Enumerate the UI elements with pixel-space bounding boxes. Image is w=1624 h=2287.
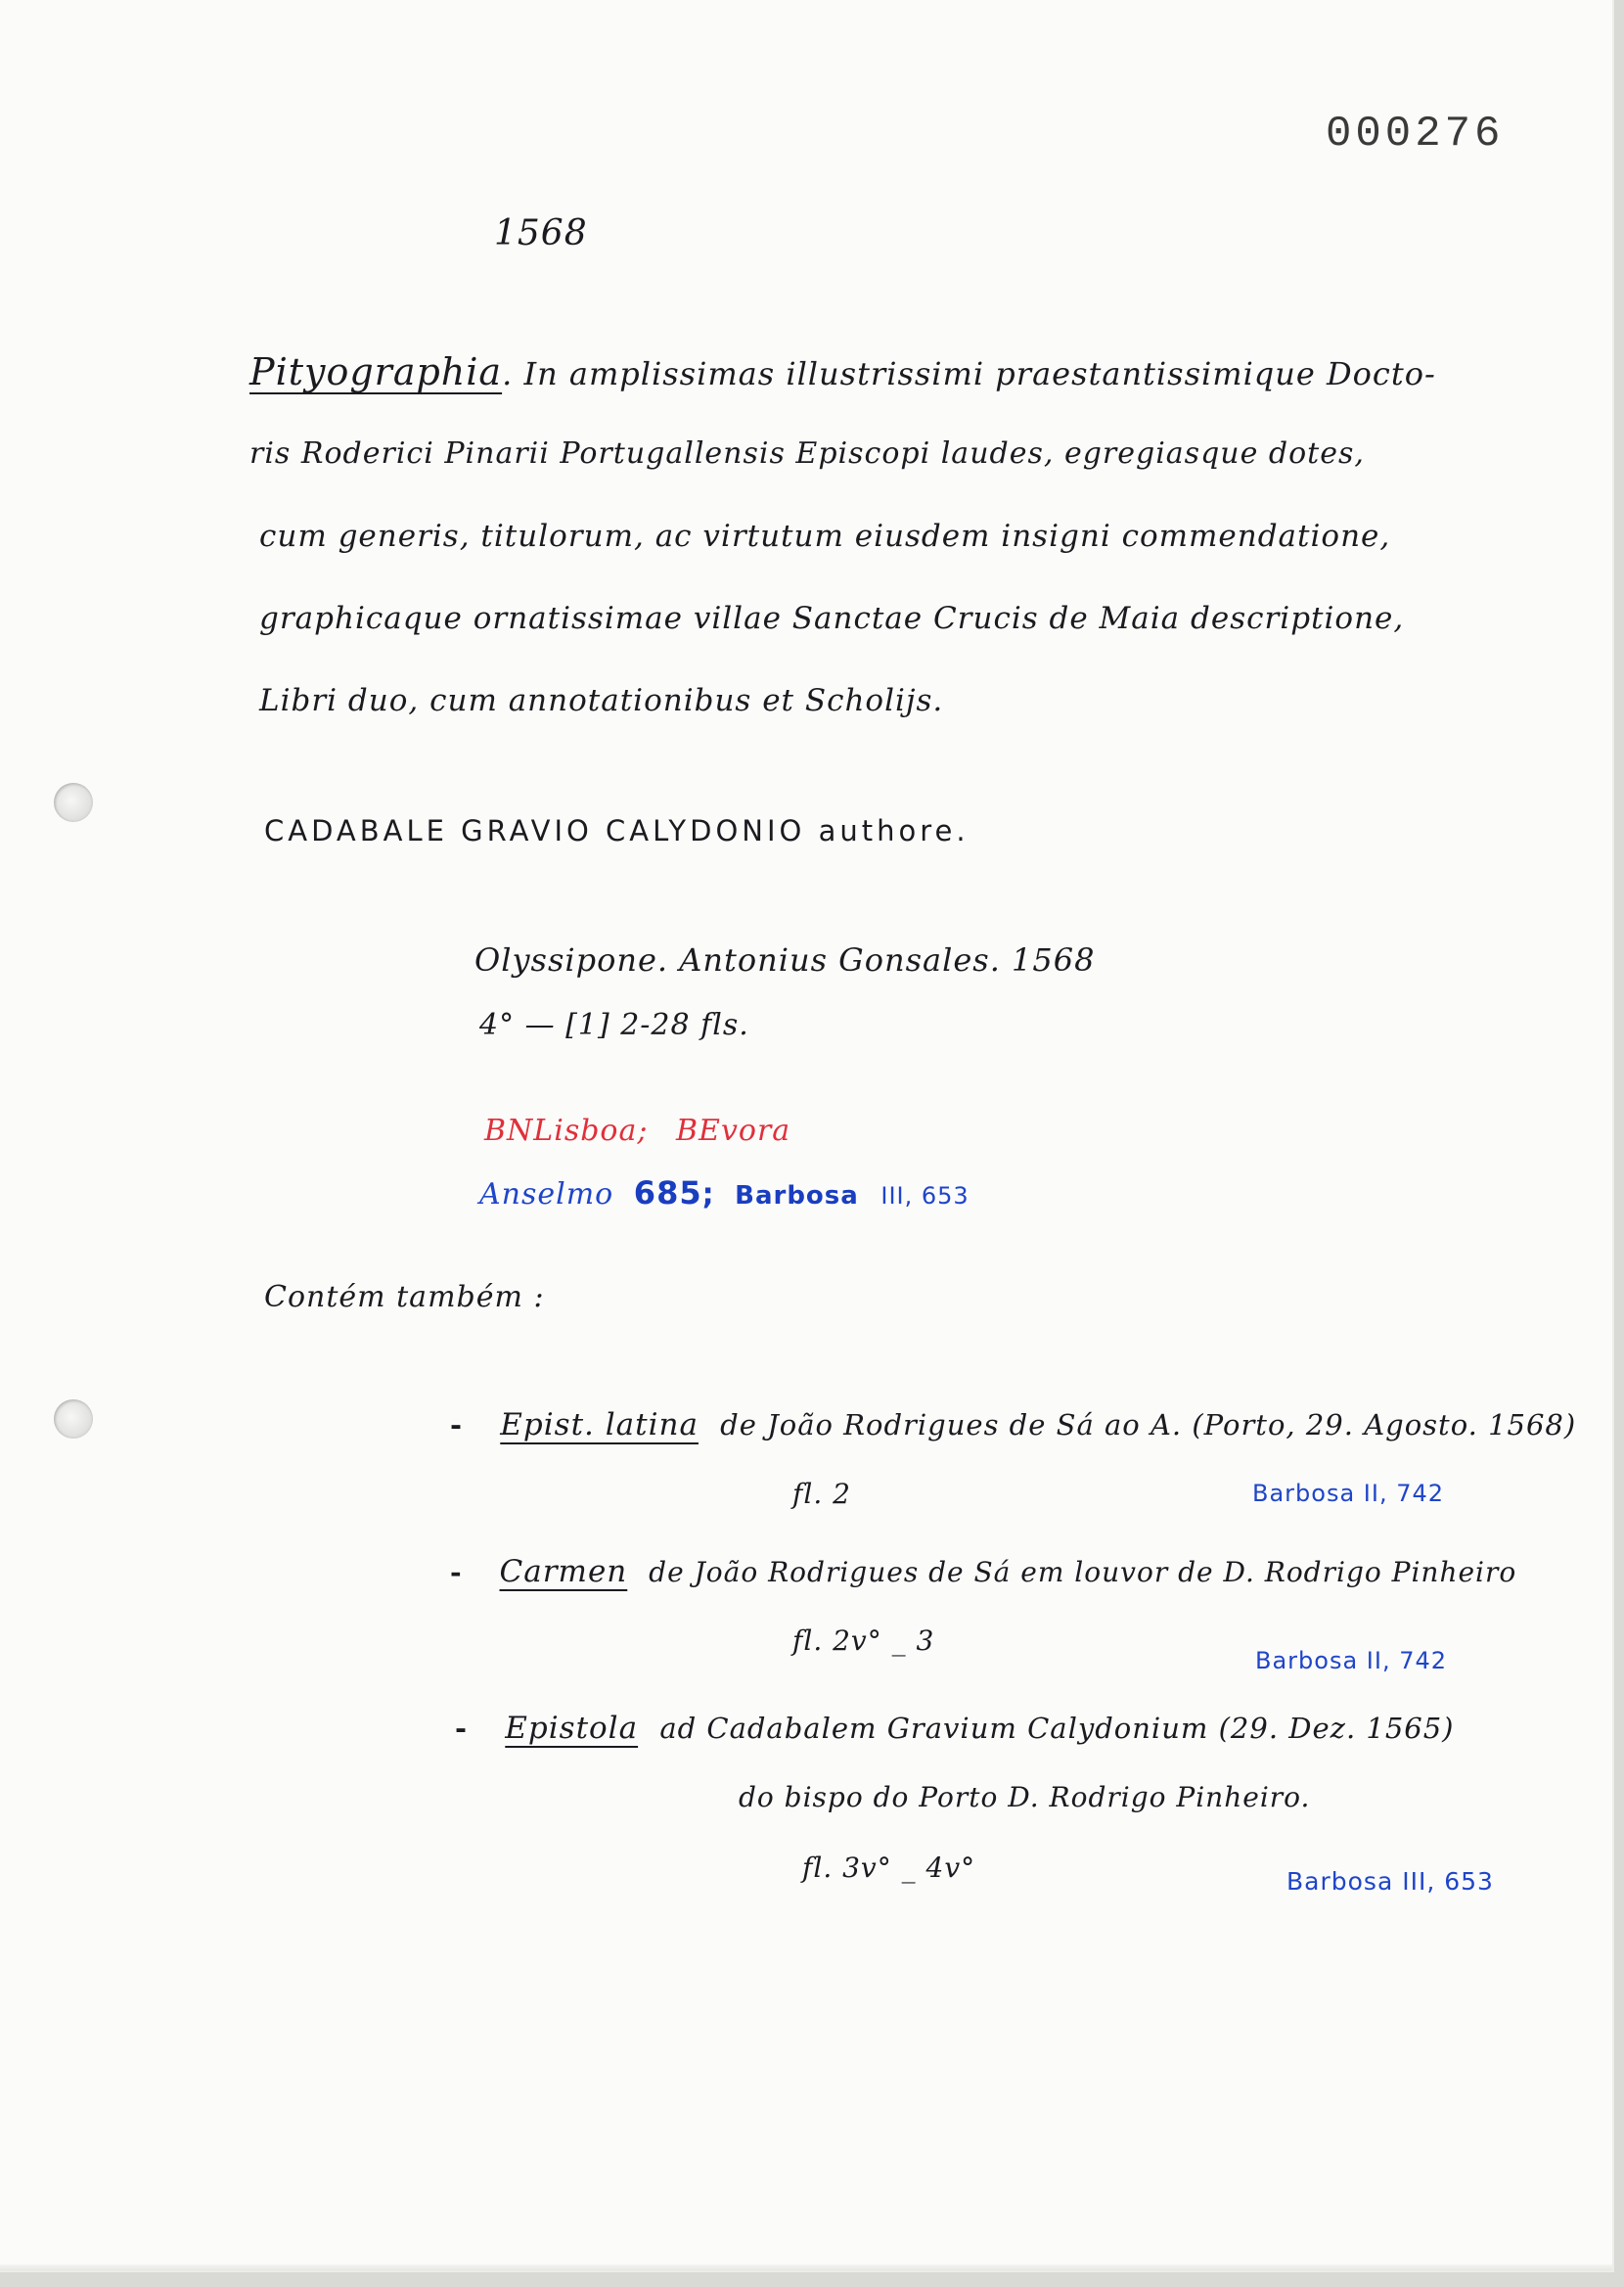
entry-1-title: Epist. latina — [500, 1407, 699, 1442]
library-locations — [484, 1114, 790, 1148]
entry-2-folio: fl. 2v° _ 3 — [792, 1624, 935, 1657]
barbosa-ref: III, 653 — [880, 1182, 970, 1210]
entry-3-extra: do bispo do Porto D. Rodrigo Pinheiro. — [739, 1781, 1311, 1813]
barbosa-label: Barbosa — [735, 1181, 859, 1211]
punch-hole-bottom — [54, 1399, 93, 1439]
anselmo-label: Anselmo — [479, 1177, 614, 1212]
entry-2-ref: Barbosa II, 742 — [1255, 1647, 1448, 1674]
entry-1-ref: Barbosa II, 742 — [1252, 1480, 1445, 1507]
anselmo-number: 685 — [633, 1174, 702, 1212]
title-line-2: ris Roderici Pinarii Portugallensis Episcopi laudes, egregiasque dotes, — [249, 436, 1365, 471]
entry-1-bullet: - — [450, 1408, 464, 1441]
year-heading: 1568 — [494, 213, 588, 253]
entry-1-rest: de João Rodrigues de Sá ao A. (Porto, 29. Agosto. 1568) — [720, 1408, 1577, 1441]
punch-hole-top — [54, 783, 93, 822]
entry-1-folio: fl. 2 — [792, 1478, 851, 1510]
title-line-1 — [249, 350, 1436, 393]
title-line-3: cum generis, titulorum, ac virtutum eiusdem insigni commendatione, — [259, 519, 1391, 554]
contents-heading: Contém também : — [264, 1280, 545, 1314]
location-separator: ; — [637, 1114, 649, 1148]
imprint-format: 4° — [1] 2-28 fls. — [479, 1008, 749, 1042]
location-primary: BNLisboa — [484, 1114, 638, 1148]
title-word: Pityographia — [249, 350, 503, 393]
entry-2-rest: de João Rodrigues de Sá em louvor de D. Rodrigo Pinheiro — [649, 1556, 1517, 1588]
entry-3-title: Epistola — [505, 1711, 639, 1746]
title-line-4: graphicaque ornatissimae villae Sanctae Crucis de Maia descriptione, — [259, 601, 1405, 636]
stamp-number: 000276 — [1326, 110, 1505, 159]
entry-2-line — [450, 1554, 1516, 1589]
imprint-place: Olyssipone. Antonius Gonsales. 1568 — [474, 941, 1096, 979]
entry-3-rest: ad Cadabalem Gravium Calydonium (29. Dez. 1565) — [659, 1712, 1455, 1745]
author-line: CADABALE GRAVIO CALYDONIO authore. — [264, 814, 970, 847]
reference-separator: ; — [701, 1177, 715, 1212]
entry-1-line — [450, 1407, 1576, 1442]
title-line-1-rest: . In amplissimas illustrissimi praestantissimique Docto- — [502, 355, 1436, 392]
entry-3-folio: fl. 3v° _ 4v° — [802, 1852, 976, 1884]
title-line-5: Libri duo, cum annotationibus et Scholijs. — [259, 683, 944, 718]
entry-3-bullet: - — [455, 1712, 469, 1745]
location-secondary: BEvora — [676, 1114, 791, 1148]
entry-3-line — [455, 1711, 1455, 1746]
entry-2-title: Carmen — [499, 1554, 628, 1589]
entry-3-ref: Barbosa III, 653 — [1286, 1867, 1494, 1896]
entry-2-bullet: - — [450, 1556, 463, 1588]
bibliographic-references — [479, 1174, 970, 1212]
